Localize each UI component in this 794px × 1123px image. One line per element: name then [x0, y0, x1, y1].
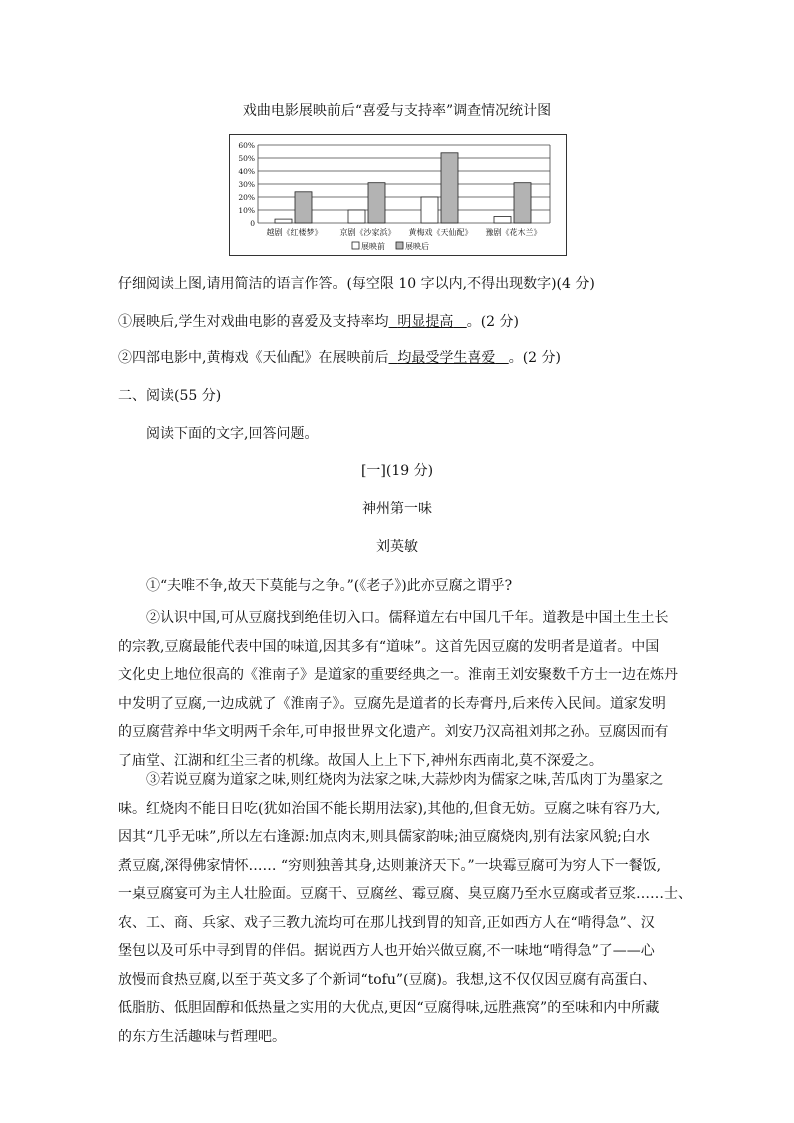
paragraph-3-line: 因其“几乎无味”,所以左右逢源:加点肉末,则具儒家韵味;油豆腐烧肉,别有法家风貌;白水: [118, 829, 650, 845]
paragraph-2-line: 的宗教,豆腐最能代表中国的味道,因其多有“道味”。这首先因豆腐的发明者是道者。中国: [118, 638, 660, 655]
reading-instruction: 阅读下面的文字,回答问题。: [146, 426, 319, 442]
chart-canvas: [230, 135, 566, 255]
x-tick-label: 越剧《红楼梦》: [266, 228, 323, 237]
bar-before: [348, 210, 365, 223]
question-1-answer: 明显提高: [397, 314, 454, 330]
bar-before: [421, 197, 438, 223]
part-heading: [一](19 分): [360, 463, 434, 479]
paragraph-2-line: 中发明了豆腐,一边成就了《淮南子》。豆腐先是道者的长寿膏丹,后来传入民间。道家发明: [118, 695, 666, 712]
y-tick-label: 60%: [238, 141, 255, 150]
paragraph-3: [118, 766, 692, 1051]
question-2-score: 。(2 分): [508, 350, 561, 366]
paragraph-3-line: 放慢而食热豆腐,以至于英文多了个新词“tofu”(豆腐)。我想,这不仅仅因豆腐有高蛋白、: [118, 971, 657, 988]
paragraph-2-line: 的豆腐营养中华文明两千余年,可申报世界文化遗产。刘安乃汉高祖刘邦之孙。豆腐因而有: [118, 724, 669, 740]
x-tick-label: 黄梅戏《天仙配》: [408, 228, 473, 237]
question-1-text: ①展映后,学生对戏曲电影的喜爱及支持率均: [118, 314, 389, 330]
paragraph-2-line: ②认识中国,可从豆腐找到绝佳切入口。儒释道左右中国几千年。道教是中国土生土长: [146, 610, 669, 626]
bar-chart: [229, 134, 567, 256]
legend-swatch-after: [396, 242, 403, 249]
question-2: [118, 344, 688, 372]
paragraph-3-line: 味。红烧肉不能日日吃(犹如治国不能长期用法家),其他的,但食无妨。豆腐之味有容乃大,: [118, 800, 661, 817]
question-intro: 仔细阅读上图,请用简洁的语言作答。(每空限 10 字以内,不得出现数字)(4 分): [118, 276, 595, 292]
y-tick-label: 20%: [238, 193, 255, 202]
paragraph-2-line: 文化史上地位很高的《淮南子》是道家的重要经典之一。淮南王刘安聚数千方士一边在炼丹: [118, 667, 678, 683]
article-author: 刘英敏: [376, 539, 418, 555]
section-heading: 二、阅读(55 分): [118, 388, 222, 404]
question-1-score: 。(2 分): [466, 314, 519, 330]
chart-title: 戏曲电影展映前后“喜爱与支持率”调查情况统计图: [242, 103, 552, 119]
x-tick-label: 京剧《沙家浜》: [339, 228, 396, 237]
paragraph-3-line: 的东方生活趣味与哲理吧。: [118, 1028, 286, 1045]
y-tick-label: 40%: [238, 167, 255, 176]
y-tick-label: 0: [250, 219, 255, 228]
paragraph-3-line: 堡包以及可乐中寻到胃的伴侣。据说西方人也开始兴做豆腐,不一味地“啃得急”了——心: [118, 943, 655, 959]
bar-after: [514, 183, 531, 223]
legend-label-after: 展映后: [405, 242, 429, 251]
paragraph-3-line: 低脂肪、低胆固醇和低热量之实用的大优点,更因“豆腐得味,远胜燕窝”的至味和内中所藏: [118, 1000, 660, 1016]
article-title: 神州第一味: [362, 501, 432, 517]
question-1: [118, 308, 688, 336]
paragraph-3-line: 一桌豆腐宴可为主人壮脸面。豆腐干、豆腐丝、霉豆腐、臭豆腐乃至水豆腐或者豆浆……士、: [118, 886, 692, 902]
legend-swatch-before: [352, 242, 359, 249]
question-2-text: ②四部电影中,黄梅戏《天仙配》在展映前后: [118, 350, 389, 366]
paragraph-2-line: 了庙堂、江湖和红尘三者的机缘。故国人上上下下,神州东西南北,莫不深爱之。: [118, 752, 603, 769]
bar-after: [368, 183, 385, 223]
bar-before: [494, 217, 511, 224]
question-2-answer: 均最受学生喜爱: [397, 350, 496, 366]
bar-after: [295, 192, 312, 223]
paragraph-3-line: 农、工、商、兵家、戏子三教九流均可在那儿找到胃的知音,正如西方人在“啃得急”、汉: [118, 914, 655, 931]
y-tick-label: 30%: [238, 180, 255, 189]
paragraph-2: [118, 604, 688, 775]
paragraph-3-line: ③若说豆腐为道家之味,则红烧肉为法家之味,大蒜炒肉为儒家之味,苦瓜肉丁为墨家之: [146, 772, 664, 788]
bar-after: [441, 153, 458, 223]
y-tick-label: 10%: [238, 206, 255, 215]
legend-label-before: 展映前: [361, 242, 385, 251]
bar-before: [275, 219, 292, 223]
paragraph-1: ①“夫唯不争,故天下莫能与之争。”(《老子》)此亦豆腐之谓乎?: [146, 578, 513, 594]
y-tick-label: 50%: [238, 154, 255, 163]
x-tick-label: 豫剧《花木兰》: [485, 228, 542, 237]
paragraph-3-line: 煮豆腐,深得佛家情怀…… “穷则独善其身,达则兼济天下。”一块霉豆腐可为穷人下一餐饭,: [118, 857, 662, 874]
